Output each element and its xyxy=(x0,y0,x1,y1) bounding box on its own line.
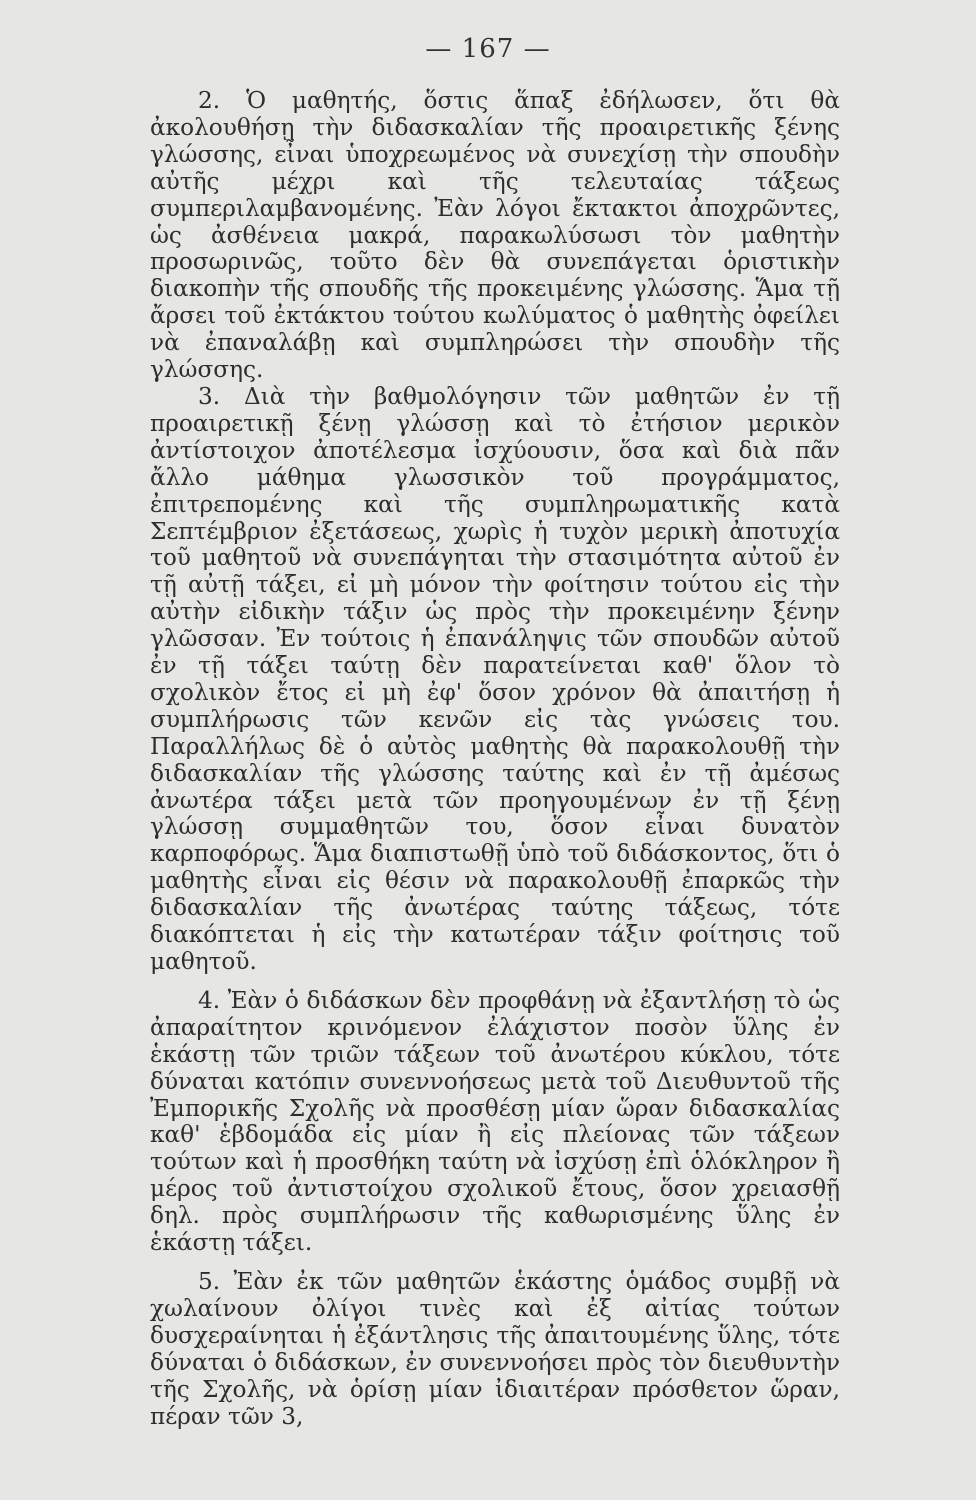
paragraph-3-text: Διὰ τὴν βαθμολόγησιν τῶν μαθητῶν ἐν τῇ προαιρετικῇ ξένῃ γλώσσῃ καὶ τὸ ἐτήσιον μερικὸν ἀντίστοιχον ἀποτέλεσμα ἰσχύουσιν, ὅσα καὶ διὰ πᾶν ἄλλο μάθημα γλωσσικὸν τοῦ προγράμματος, ἐπιτρεπομένης καὶ τῆς συμπληρωματικῆς κατὰ Σεπτέμβριον ἐξετάσεως, χωρὶς ἡ τυχὸν μερικὴ ἀποτυχία τοῦ μαθητοῦ νὰ συνεπάγηται τὴν στασιμότητα αὐτοῦ ἐν τῇ αὐτῇ τάξει, εἰ μὴ μόνον τὴν φοίτησιν τούτου εἰς τὴν αὐτὴν εἰδικὴν τάξιν ὡς πρὸς τὴν προκειμένην ξένην γλῶσσαν. Ἐν τούτοις ἡ ἐπανάληψις τῶν σπουδῶν αὐτοῦ ἐν τῇ τάξει ταύτῃ δὲν παρατείνεται καθ' ὅλον τὸ σχολικὸν ἔτος εἰ μὴ ἐφ' ὅσον χρόνον θὰ ἀπαιτήσῃ ἡ συμπλήρωσις τῶν κενῶν εἰς τὰς γνώσεις του. Παραλλήλως δὲ ὁ αὐτὸς μαθητὴς θὰ παρακολουθῇ τὴν διδασκαλίαν τῆς γλώσσης ταύτης καὶ ἐν τῇ ἀμέσως ἀνωτέρα τάξει μετὰ τῶν προηγουμένων ἐν τῇ ξένῃ γλώσσῃ συμμαθητῶν του, ὅσον εἶναι δυνατὸν καρποφόρως. Ἅμα διαπιστωθῇ ὑπὸ τοῦ διδάσκοντος, ὅτι ὁ μαθητὴς εἶναι εἰς θέσιν νὰ παρακολουθῇ ἐπαρκῶς τὴν διδασκαλίαν τῆς ἀνωτέρας ταύτης τάξεως, τότε διακόπτεται ἡ εἰς τὴν κατωτέραν τάξιν φοίτησις τοῦ μαθητοῦ. xyxy=(150,382,841,975)
paragraph-4-text: Ἐὰν ὁ διδάσκων δὲν προφθάνῃ νὰ ἐξαντλήσῃ τὸ ὡς ἀπαραίτητον κρινόμενον ἐλάχιστον ποσὸν ὕλης ἐν ἑκάστῃ τῶν τριῶν τάξεων τοῦ ἀνωτέρου κύκλου, τότε δύναται κατόπιν συνεννοήσεως μετὰ τοῦ Διευθυντοῦ τῆς Ἐμπορικῆς Σχολῆς νὰ προσθέσῃ μίαν ὥραν διδασκαλίας καθ' ἑβδομάδα εἰς μίαν ἢ εἰς πλείονας τῶν τάξεων τούτων καὶ ἡ προσθήκη ταύτη νὰ ἰσχύσῃ ἐπὶ ὁλόκληρον ἢ μέρος τοῦ ἀντιστοίχου σχολικοῦ ἔτους, ὅσον χρειασθῇ δηλ. πρὸς συμπλήρωσιν τῆς καθωρισμένης ὕλης ἐν ἑκάστῃ τάξει. xyxy=(150,986,841,1257)
paragraph-4 xyxy=(150,988,840,1257)
paragraph-3-number: 3. xyxy=(198,382,221,410)
paragraph-2 xyxy=(150,88,840,384)
paragraph-2-text: Ὁ μαθητής, ὅστις ἅπαξ ἐδήλωσεν, ὅτι θὰ ἀκολουθήσῃ τὴν διδασκαλίαν τῆς προαιρετικῆς ξένης γλώσσης, εἶναι ὑποχρεωμένος νὰ συνεχίσῃ τὴν σπουδὴν αὐτῆς μέχρι καὶ τῆς τελευταίας τάξεως συμπεριλαμβανομένης. Ἐὰν λόγοι ἔκτακτοι ἀποχρῶντες, ὡς ἀσθένεια μακρά, παρακωλύσωσι τὸν μαθητὴν προσωρινῶς, τοῦτο δὲν θὰ συνεπάγεται ὁριστικὴν διακοπὴν τῆς σπουδῆς τῆς προκειμένης γλώσσης. Ἅμα τῇ ἄρσει τοῦ ἐκτάκτου τούτου κωλύματος ὁ μαθητὴς ὀφείλει νὰ ἐπαναλάβῃ καὶ συμπληρώσει τὴν σπουδὴν τῆς γλώσσης. xyxy=(150,87,840,384)
page-number: — 167 — xyxy=(425,34,551,64)
paragraph-5-number: 5. xyxy=(198,1267,221,1295)
paragraph-5 xyxy=(150,1269,840,1430)
paragraph-5-text: Ἐὰν ἐκ τῶν μαθητῶν ἑκάστης ὁμάδος συμβῇ νὰ χωλαίνουν ὀλίγοι τινὲς καὶ ἐξ αἰτίας τούτων δυσχεραίνηται ἡ ἐξάντλησις τῆς ἀπαιτουμένης ὕλης, τότε δύναται ὁ διδάσκων, ἐν συνεννοήσει πρὸς τὸν διευθυντὴν τῆς Σχολῆς, νὰ ὁρίσῃ μίαν ἰδιαιτέραν πρόσθετον ὥραν, πέραν τῶν 3, xyxy=(150,1267,841,1430)
paragraph-2-number: 2. xyxy=(198,87,221,114)
body-text xyxy=(150,88,840,1430)
paragraph-3 xyxy=(150,384,840,976)
paragraph-4-number: 4. xyxy=(198,986,221,1014)
